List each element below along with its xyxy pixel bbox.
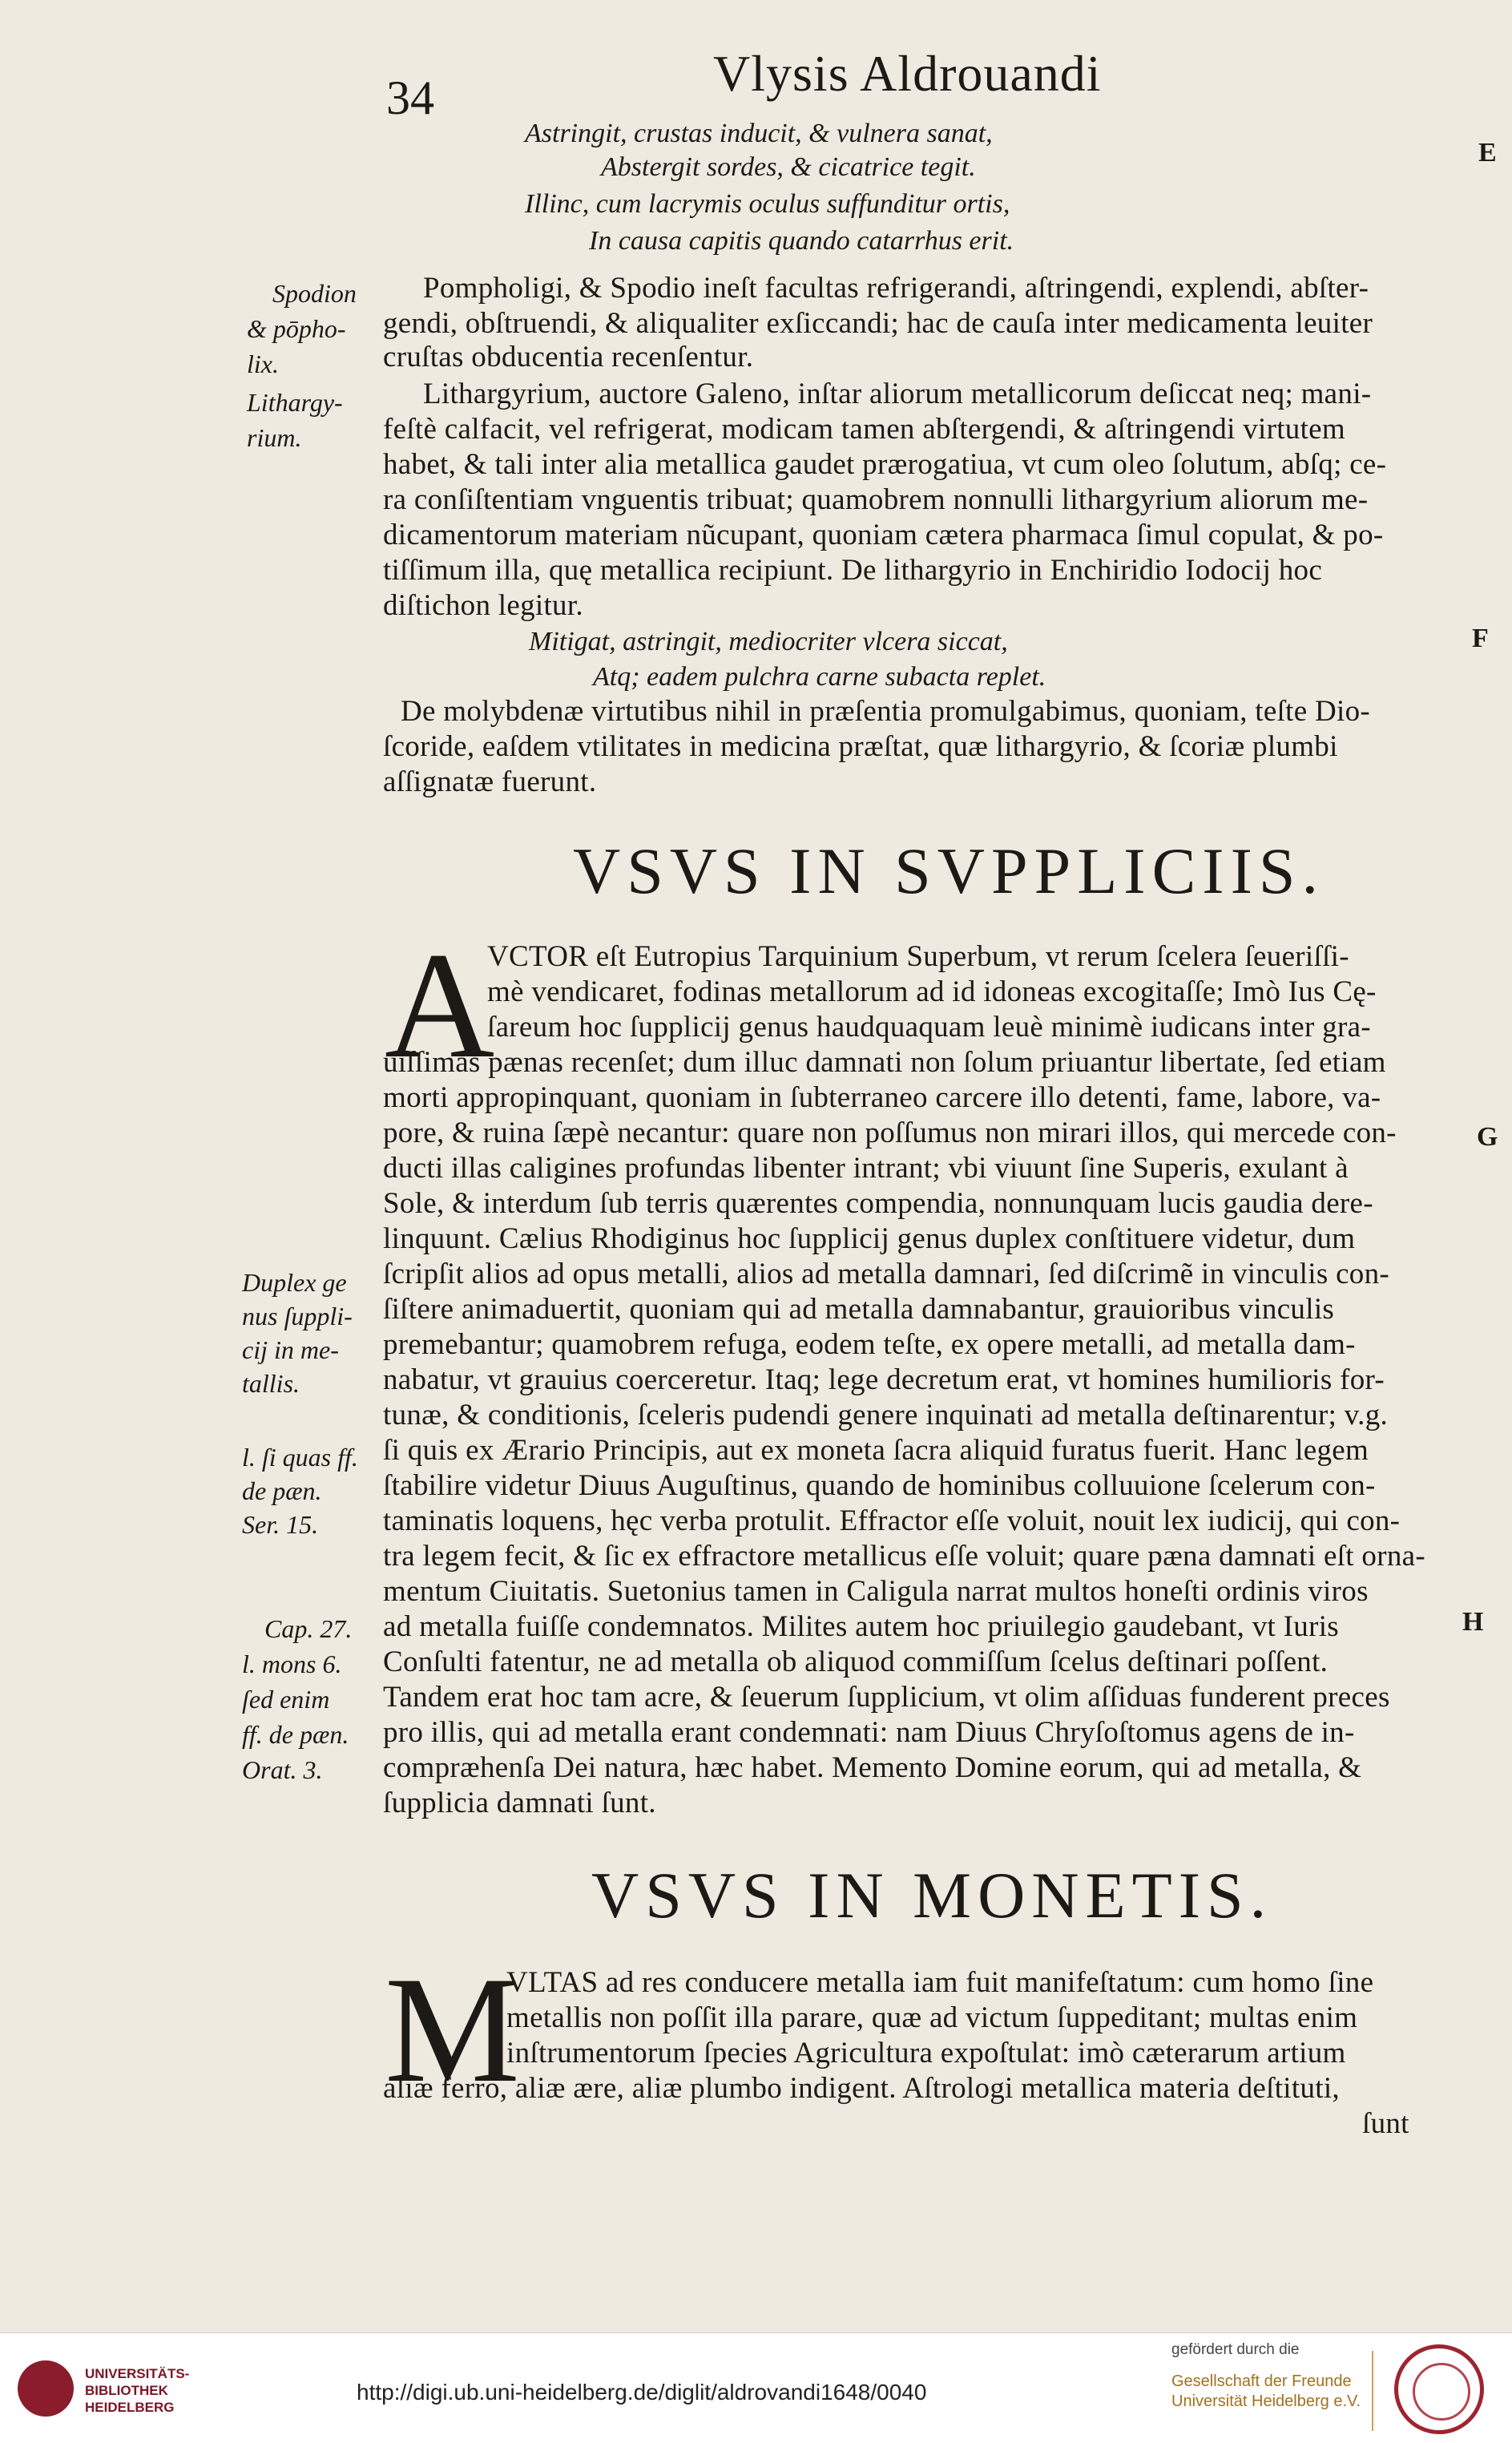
margin-note: lix. [247,349,279,378]
text-line: feſtè calfacit, vel refrigerat, modicam tamen abſtergendi, & aſtringendi virtutem [383,413,1345,446]
signature-mark: E [1478,138,1497,168]
margin-note: ſed enim [242,1685,330,1714]
text-line: ſcripſit alios ad opus metalli, alios ad metalla damnari, ſed diſcrimẽ in vinculis con- [383,1258,1390,1290]
text-line: VCTOR eſt Eutropius Tarquinium Superbum, vt rerum ſcelera ſeueriſſi- [487,940,1349,973]
library-name-line: UNIVERSITÄTS- [85,2366,190,2381]
signature-mark: H [1462,1607,1484,1637]
divider [1372,2351,1373,2431]
text-line: Lithargyrium, auctore Galeno, inſtar aliorum metallicorum deſiccat neq; mani- [423,378,1372,410]
text-line: diſtichon legitur. [383,589,583,622]
text-line: ad metalla fuiſſe condemnatos. Milites autem hoc priuilegio gaudebant, vt Iuris [383,1610,1339,1643]
catchword: ſunt [1362,2107,1409,2140]
page-number: 34 [386,71,434,124]
signature-mark: G [1477,1122,1498,1152]
drop-cap: M [385,1946,520,2114]
signature-mark: F [1472,624,1489,653]
section-heading: VSVS IN SVPPLICIIS. [573,834,1325,907]
text-line: morti appropinquant, quoniam in ſubterraneo carcere illo detenti, fame, labore, va- [383,1081,1381,1114]
verse-line: Atq; eadem pulchra carne subacta replet. [593,662,1046,692]
text-line: habet, & tali inter alia metallica gaudet prærogatiua, vt cum oleo ſolutum, abſq; ce- [383,448,1387,481]
text-line: premebantur; quamobrem refuga, eodem teſte, ex opere metalli, ad metalla dam- [383,1328,1356,1361]
text-line: inſtrumentorum ſpecies Agricultura expoſtulat: imò cæterarum artium [506,2037,1346,2069]
sponsor-name-line: Universität Heidelberg e.V. [1171,2393,1361,2410]
text-line: metallis non poſſit illa parare, quæ ad victum ſuppeditant; multas enim [506,2001,1358,2034]
text-line: dicamentorum materiam nũcupant, quoniam cætera pharmaca ſimul copulat, & po- [383,519,1384,551]
permalink-url[interactable]: http://digi.ub.uni-heidelberg.de/diglit/aldrovandi1648/0040 [357,2380,927,2405]
margin-note: Spodion [272,279,357,308]
text-line: tiſſimum illa, quę metallica recipiunt. De lithargyrio in Enchiridio Iodocij hoc [383,554,1323,587]
drop-cap: A [385,922,495,1090]
text-line: ſcoride, eaſdem vtilitates in medicina præſtat, quæ lithargyrio, & ſcoriæ plumbi [383,730,1338,763]
running-head: Vlysis Aldrouandi [713,45,1102,102]
margin-note: de pæn. [242,1476,322,1505]
verse-line: Mitigat, astringit, mediocriter vlcera siccat, [529,627,1008,656]
verse-line: Abstergit sordes, & cicatrice tegit. [601,152,976,182]
text-line: ſtabilire videtur Diuus Auguſtinus, quando de hominibus colluuione ſcelerum con- [383,1469,1376,1502]
text-line: tunæ, & conditionis, ſceleris pudendi genere inquinati ad metalla deſtinarentur; v.g. [383,1399,1389,1431]
text-line: ſupplicia damnati ſunt. [383,1787,656,1819]
text-line: ſi quis ex Ærario Principis, aut ex moneta ſacra aliquid furatus fuerit. Hanc legem [383,1434,1369,1467]
verse-line: Astringit, crustas inducit, & vulnera sanat, [525,119,993,148]
sponsor-name-line: Gesellschaft der Freunde [1171,2372,1352,2390]
margin-note: tallis. [242,1369,300,1398]
text-line: Tandem erat hoc tam acre, & ſeuerum ſupplicium, vt olim aſſiduas funderent preces [383,1681,1390,1714]
text-line: pro illis, qui ad metalla erant condemnati: nam Diuus Chryſoſtomus agens de in- [383,1716,1355,1749]
text-line: aliæ ferro, aliæ ære, aliæ plumbo indigent. Aſtrologi metallica materia deſtituti, [383,2072,1340,2105]
margin-note: & pōpho- [247,314,346,343]
viewer-footer [0,2332,1512,2443]
margin-note: l. mons 6. [242,1650,342,1678]
library-name [85,2365,189,2416]
margin-note: Cap. 27. [264,1614,353,1643]
text-line: mè vendicaret, fodinas metallorum ad id idoneas excogitaſſe; Imò Ius Cę- [487,975,1377,1008]
text-line: Pompholigi, & Spodio ineſt facultas refrigerandi, aſtringendi, explendi, abſter- [423,272,1369,305]
university-seal-icon [1394,2344,1484,2434]
text-line: ducti illas caligines profundas libenter intrant; vbi viuunt ſine Superis, exulant à [383,1152,1349,1185]
text-line: ra conſiſtentiam vnguentis tribuat; quamobrem nonnulli lithargyrium aliorum me- [383,483,1369,516]
section-heading: VSVS IN MONETIS. [591,1859,1273,1932]
text-line: linquunt. Cælius Rhodiginus hoc ſupplicij genus duplex conſtituere videtur, dum [383,1222,1356,1255]
text-line: ſiſtere animaduertit, quoniam qui ad metalla damnabantur, grauioribus vinculis [383,1293,1335,1326]
library-name-line: BIBLIOTHEK [85,2383,168,2398]
verse-line: In causa capitis quando catarrhus erit. [589,226,1014,256]
sponsor-label: gefördert durch die [1171,2341,1300,2358]
text-line: uiſſimas pænas recenſet; dum illuc damnati non ſolum priuantur libertate, ſed etiam [383,1046,1386,1079]
text-line: tra legem fecit, & ſic ex effractore metallicus eſſe voluit; quare pæna damnati eſt orna- [383,1540,1425,1573]
text-line: pore, & ruina ſæpè necantur: quare non poſſumus non mirari illos, qui mercede con- [383,1117,1397,1149]
margin-note: cij in me- [242,1335,339,1364]
margin-note: ff. de pæn. [242,1720,349,1749]
text-line: compræhenſa Dei natura, hæc habet. Memento Domine eorum, qui ad metalla, & [383,1751,1362,1784]
sponsor-name[interactable] [1171,2372,1361,2412]
text-line: mentum Ciuitatis. Suetonius tamen in Caligula narrat multos honeſti ordinis viros [383,1575,1369,1608]
margin-note: nus ſuppli- [242,1302,353,1331]
margin-note: Lithargy- [247,388,343,417]
text-line: Conſulti fatentur, ne ad metalla ob aliquod commiſſum ſcelus deſtinari poſſent. [383,1645,1329,1678]
margin-note: Ser. 15. [242,1510,319,1539]
text-line: gendi, obſtruendi, & aliqualiter exſiccandi; hac de cauſa inter medicamenta leuiter [383,307,1373,340]
text-line: ſareum hoc ſupplicij genus haudquaquam leuè minimè iudicans inter gra- [487,1011,1371,1044]
margin-note: l. ſi quas ff. [242,1443,358,1472]
text-line: Sole, & interdum ſub terris quærentes compendia, nonnunquam lucis gaudia dere- [383,1187,1373,1220]
text-line: VLTAS ad res conducere metalla iam fuit manifeſtatum: cum homo ſine [506,1966,1374,1999]
margin-note: Duplex ge [242,1268,347,1297]
text-line: taminatis loquens, hęc verba protulit. Effractor eſſe voluit, nouit lex iudicij, qui con- [383,1504,1401,1537]
verse-line: Illinc, cum lacrymis oculus suffunditur ortis, [525,189,1010,219]
library-seal-icon [18,2360,74,2417]
text-line: De molybdenæ virtutibus nihil in præſentia promulgabimus, quoniam, teſte Dio- [401,695,1371,728]
margin-note: rium. [247,423,302,452]
library-logo[interactable] [18,2354,210,2426]
library-name-line: HEIDELBERG [85,2400,175,2415]
margin-note: Orat. 3. [242,1755,323,1784]
text-line: aſſignatæ fuerunt. [383,765,597,798]
text-line: cruſtas obducentia recenſentur. [383,341,754,374]
text-line: nabatur, vt grauius coerceretur. Itaq; lege decretum erat, vt homines humilioris for- [383,1363,1385,1396]
